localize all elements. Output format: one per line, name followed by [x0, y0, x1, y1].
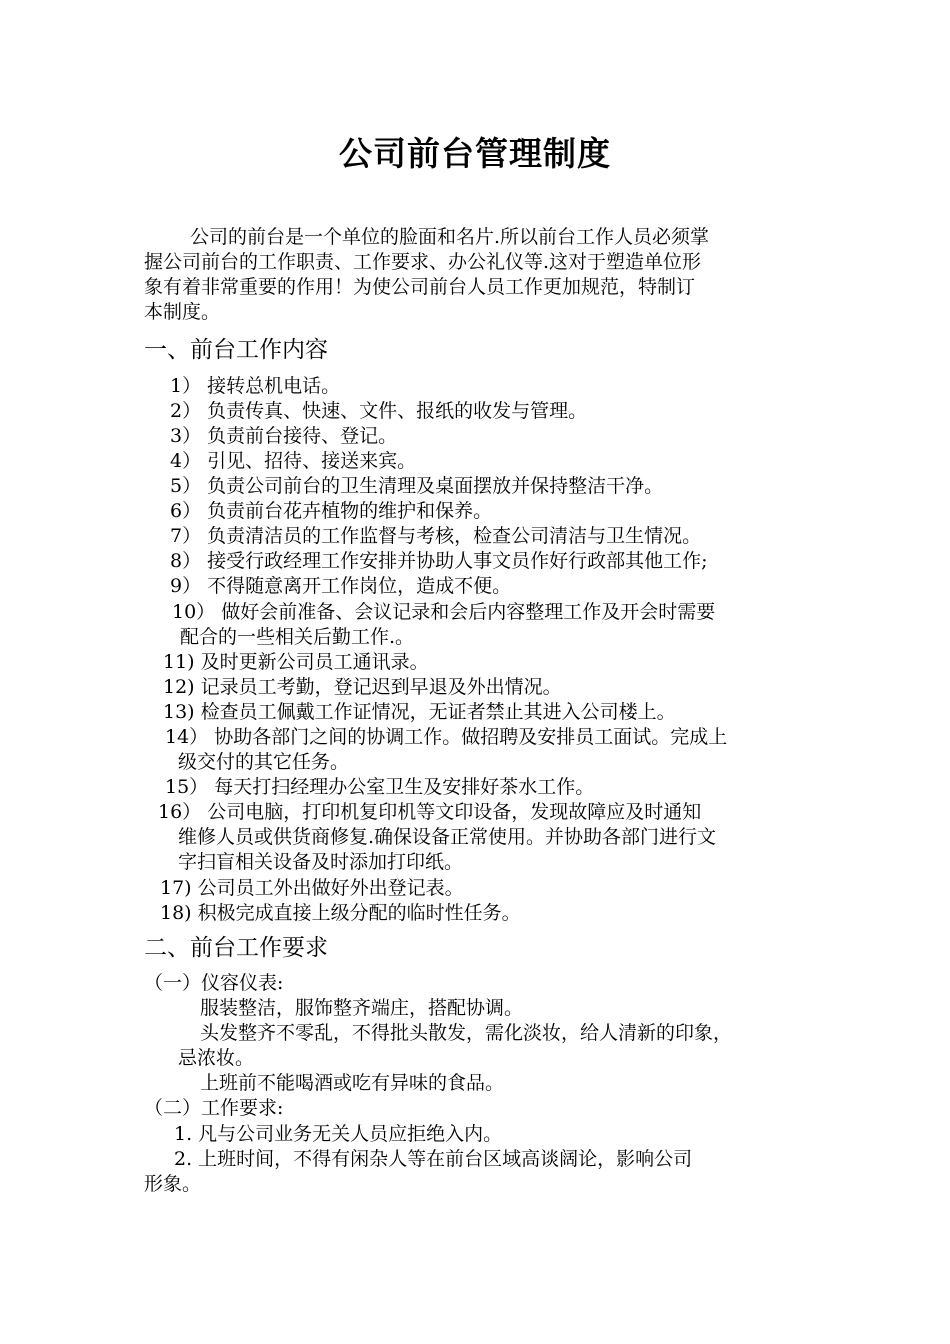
list-item: 13) 检查员工佩戴工作证情况，无证者禁止其进入公司楼上。	[163, 701, 676, 723]
list-item: 15） 每天打扫经理办公室卫生及安排好茶水工作。	[165, 776, 595, 798]
paragraph-line: 上班前不能喝酒或吃有异味的食品。	[200, 1072, 505, 1094]
paragraph-line: 头发整齐不零乱，不得批头散发，需化淡妆，给人清新的印象，	[200, 1022, 733, 1044]
list-item: 17) 公司员工外出做好外出登记表。	[160, 877, 464, 899]
list-item: 2） 负责传真、快速、文件、报纸的收发与管理。	[170, 400, 588, 422]
list-item: 10） 做好会前准备、会议记录和会后内容整理工作及开会时需要	[172, 601, 716, 623]
intro-line: 握公司前台的工作职责、工作要求、办公礼仪等.这对于塑造单位形	[144, 251, 702, 273]
subsection-heading: （一）仪容仪表:	[144, 972, 284, 994]
document-title: 公司前台管理制度	[339, 134, 611, 173]
section-heading-1: 一、前台工作内容	[144, 337, 328, 363]
list-item: 14） 协助各部门之间的协调工作。做招聘及安排员工面试。完成上	[165, 726, 728, 748]
list-item: 6） 负责前台花卉植物的维护和保养。	[170, 500, 493, 522]
paragraph-line: 忌浓妆。	[178, 1047, 255, 1069]
list-item-continuation: 字扫盲相关设备及时添加打印纸。	[178, 851, 464, 873]
list-item: 1） 接转总机电话。	[170, 375, 341, 397]
list-item-continuation: 配合的一些相关后勤工作.。	[180, 626, 415, 648]
list-item-continuation: 维修人员或供货商修复.确保设备正常使用。并协助各部门进行文	[178, 826, 717, 848]
list-item: 9） 不得随意离开工作岗位，造成不便。	[170, 575, 512, 597]
intro-line: 公司的前台是一个单位的脸面和名片.所以前台工作人员必须掌	[190, 226, 710, 248]
list-item: 3） 负责前台接待、登记。	[170, 425, 398, 447]
list-item: 16） 公司电脑，打印机复印机等文印设备，发现故障应及时通知	[158, 801, 702, 823]
list-item: 18) 积极完成直接上级分配的临时性任务。	[160, 902, 521, 924]
intro-line: 本制度。	[144, 301, 221, 323]
intro-line: 象有着非常重要的作用！为使公司前台人员工作更加规范，特制订	[144, 276, 696, 298]
paragraph-line: 2. 上班时间，不得有闲杂人等在前台区域高谈阔论，影响公司	[174, 1148, 693, 1170]
paragraph-line: 形象。	[144, 1173, 202, 1195]
subsection-heading: （二）工作要求:	[144, 1097, 284, 1119]
paragraph-line: 1. 凡与公司业务无关人员应拒绝入内。	[174, 1123, 503, 1145]
list-item: 11) 及时更新公司员工通讯录。	[163, 651, 429, 673]
section-heading-2: 二、前台工作要求	[144, 935, 328, 961]
paragraph-line: 服装整洁，服饰整齐端庄，搭配协调。	[200, 997, 524, 1019]
list-item: 5） 负责公司前台的卫生清理及桌面摆放并保持整洁干净。	[170, 475, 664, 497]
list-item: 12) 记录员工考勤，登记迟到早退及外出情况。	[163, 676, 562, 698]
list-item: 4） 引见、招待、接送来宾。	[170, 450, 417, 472]
list-item-continuation: 级交付的其它任务。	[178, 751, 350, 773]
list-item: 8） 接受行政经理工作安排并协助人事文员作好行政部其他工作;	[170, 550, 708, 572]
list-item: 7） 负责清洁员的工作监督与考核，检查公司清洁与卫生情况。	[170, 525, 702, 547]
